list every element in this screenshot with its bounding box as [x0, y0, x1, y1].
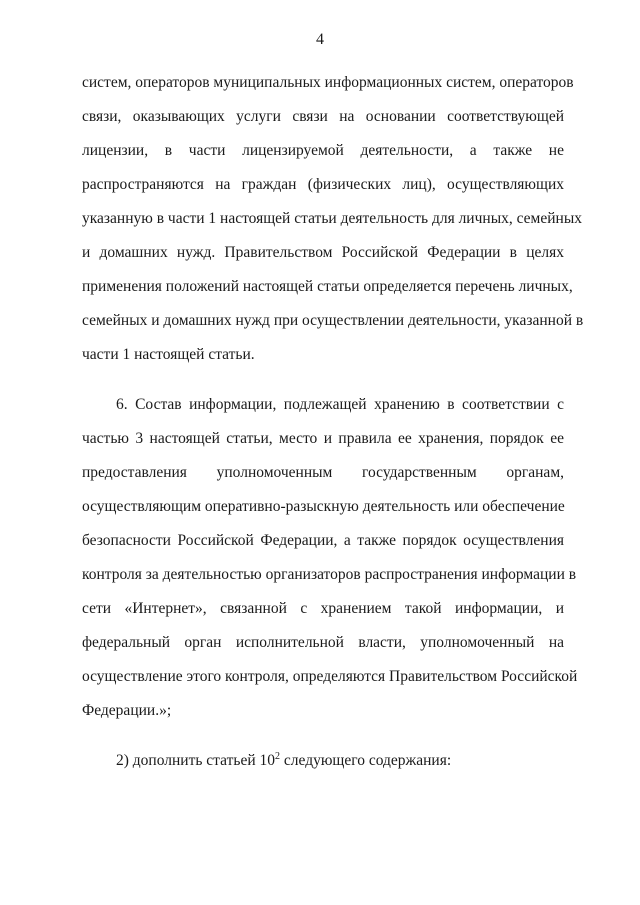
- text-line: связи, оказывающих услуги связи на основании соответствующей: [82, 108, 564, 125]
- text-line: предоставления уполномоченным государственным органам,: [82, 464, 564, 481]
- text-line: сети «Интернет», связанной с хранением такой информации, и: [82, 600, 564, 617]
- paragraph-amendment-2: [82, 744, 564, 778]
- text-line: части 1 настоящей статьи.: [82, 346, 255, 363]
- paragraph-spacer: [82, 728, 564, 744]
- text-line: распространяются на граждан (физических лиц), осуществляющих: [82, 176, 564, 193]
- text-line: федеральный орган исполнительной власти, уполномоченный на: [82, 634, 564, 651]
- paragraph-item-6: [82, 388, 578, 728]
- text-line: Федерации.»;: [82, 702, 172, 719]
- text-line: 6. Состав информации, подлежащей хранению в соответствии с: [116, 396, 564, 413]
- text-line: применения положений настоящей статьи определяется перечень личных,: [82, 278, 573, 295]
- text-line: указанную в части 1 настоящей статьи деятельность для личных, семейных: [82, 210, 582, 227]
- amendment-line: [82, 744, 564, 778]
- amendment-prefix: 2) дополнить статьей 10: [116, 752, 276, 769]
- text-line: систем, операторов муниципальных информационных систем, операторов: [82, 74, 574, 91]
- paragraph-spacer: [82, 372, 564, 388]
- document-body: [82, 66, 584, 778]
- text-line: безопасности Российской Федерации, а также порядок осуществления: [82, 532, 564, 549]
- text-line: частью 3 настоящей статьи, место и правила ее хранения, порядок ее: [82, 430, 564, 447]
- text-line: лицензии, в части лицензируемой деятельности, а также не: [82, 142, 564, 159]
- amendment-suffix: следующего содержания:: [280, 752, 452, 769]
- paragraph-continuation: [82, 66, 584, 372]
- text-line: осуществляющим оперативно-разыскную деятельность или обеспечение: [82, 498, 565, 515]
- text-line: семейных и домашних нужд при осуществлении деятельности, указанной в: [82, 312, 584, 329]
- page-number: 4: [316, 31, 324, 48]
- text-line: осуществление этого контроля, определяются Правительством Российской: [82, 668, 578, 685]
- text-line: и домашних нужд. Правительством Российской Федерации в целях: [82, 244, 564, 261]
- text-line: контроля за деятельностью организаторов распространения информации в: [82, 566, 577, 583]
- article-superscript: 2: [275, 750, 281, 762]
